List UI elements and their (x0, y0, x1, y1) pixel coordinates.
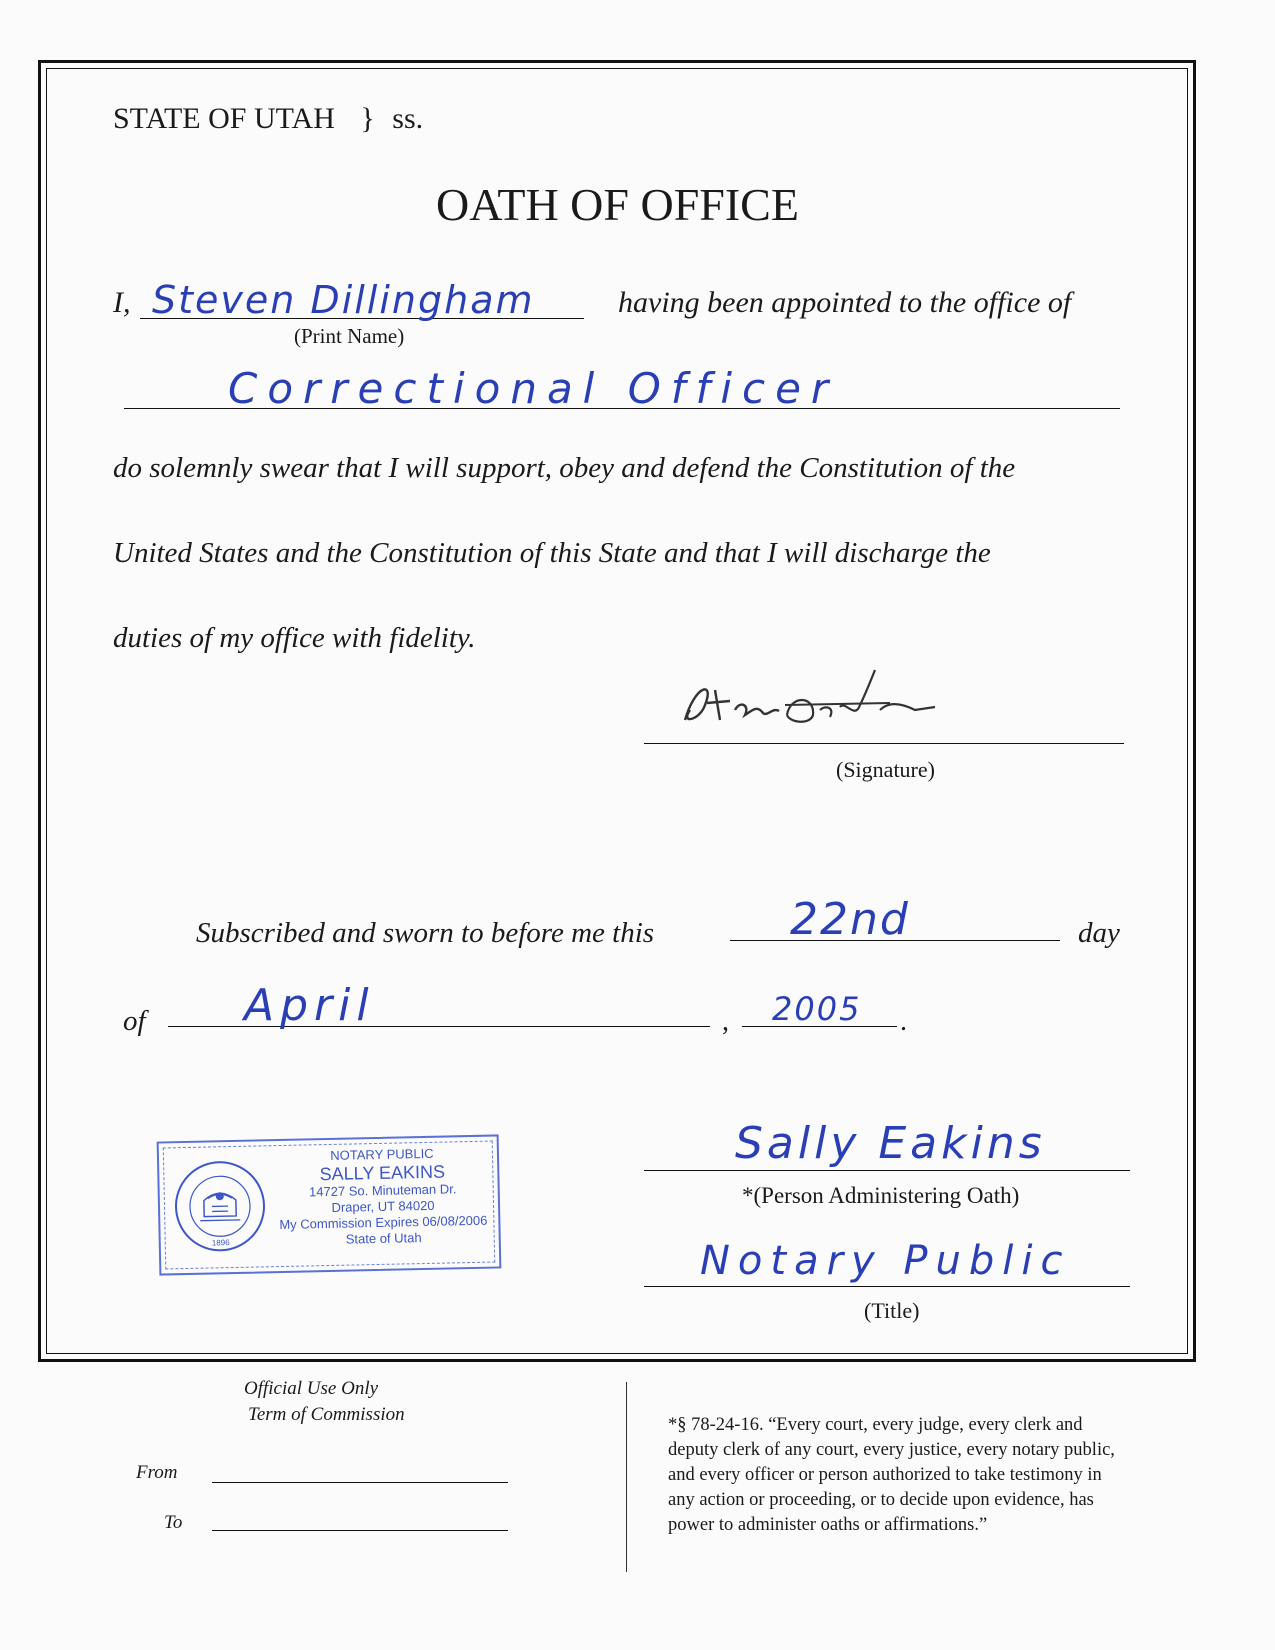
term-of-commission-heading: Term of Commission (248, 1404, 405, 1425)
oath-body-line-2: United States and the Constitution of this State and that I will discharge the (113, 537, 991, 569)
footer-divider (626, 1382, 627, 1572)
footnote-line-4: any action or proceeding, or to decide upon evidence, has (668, 1490, 1094, 1510)
period: . (900, 1006, 907, 1037)
handwritten-name: Steven Dillingham (152, 278, 535, 322)
from-line[interactable] (212, 1482, 508, 1483)
oath-body-line-3: duties of my office with fidelity. (113, 622, 476, 654)
stamp-line-1: NOTARY PUBLIC (330, 1145, 434, 1163)
print-name-label: (Print Name) (294, 324, 405, 348)
comma: , (722, 1006, 729, 1037)
brace: } (360, 102, 375, 135)
administrator-label: *(Person Administering Oath) (742, 1183, 1020, 1208)
handwritten-year: 2005 (772, 990, 862, 1028)
of-label: of (123, 1005, 146, 1037)
handwritten-title: Notary Public (700, 1238, 1071, 1284)
signature-label: (Signature) (836, 757, 935, 782)
to-line[interactable] (212, 1530, 508, 1531)
handwritten-day: 22nd (790, 894, 910, 945)
oath-taker-signature (675, 665, 975, 745)
footnote-line-2: deputy clerk of any court, every justice, every notary public, (668, 1440, 1115, 1460)
footnote-line-1: *§ 78-24-16. “Every court, every judge, every clerk and (668, 1415, 1083, 1435)
ss-label: ss. (392, 102, 424, 135)
footnote-line-3: and every officer or person authorized to take testimony in (668, 1465, 1102, 1485)
subscription-text: Subscribed and sworn to before me this (196, 917, 655, 949)
administrator-signature: Sally Eakins (735, 1118, 1046, 1169)
state-name: STATE OF UTAH (113, 102, 335, 135)
stamp-line-2: SALLY EAKINS (319, 1161, 446, 1185)
notary-stamp (157, 1134, 502, 1275)
footnote-line-5: power to administer oaths or affirmations.” (668, 1515, 988, 1535)
oath-body-line-1: do solemnly swear that I will support, obey and defend the Constitution of the (113, 452, 1016, 484)
handwritten-month: April (244, 980, 375, 1031)
stamp-line-6: State of Utah (345, 1230, 422, 1247)
title-line (644, 1286, 1130, 1287)
stamp-line-3: 14727 So. Minuteman Dr. (308, 1181, 457, 1200)
title-label: (Title) (864, 1298, 920, 1323)
document-title: OATH OF OFFICE (436, 179, 799, 230)
administrator-line (644, 1170, 1130, 1171)
handwritten-office: Correctional Officer (228, 364, 839, 413)
oath-prefix: I, (113, 286, 131, 319)
official-use-heading: Official Use Only (244, 1378, 379, 1399)
stamp-line-5: My Commission Expires 06/08/2006 (279, 1212, 488, 1233)
to-label: To (164, 1512, 183, 1533)
seal-year: 1896 (211, 1238, 230, 1248)
signature-line (644, 743, 1124, 744)
state-heading (113, 102, 423, 136)
from-label: From (136, 1462, 178, 1483)
statute-footnote (668, 1413, 1115, 1538)
stamp-line-4: Draper, UT 84020 (331, 1197, 435, 1215)
appointed-text: having been appointed to the office of (618, 286, 1072, 319)
stamp-text-block (271, 1145, 495, 1250)
day-label: day (1078, 917, 1120, 949)
